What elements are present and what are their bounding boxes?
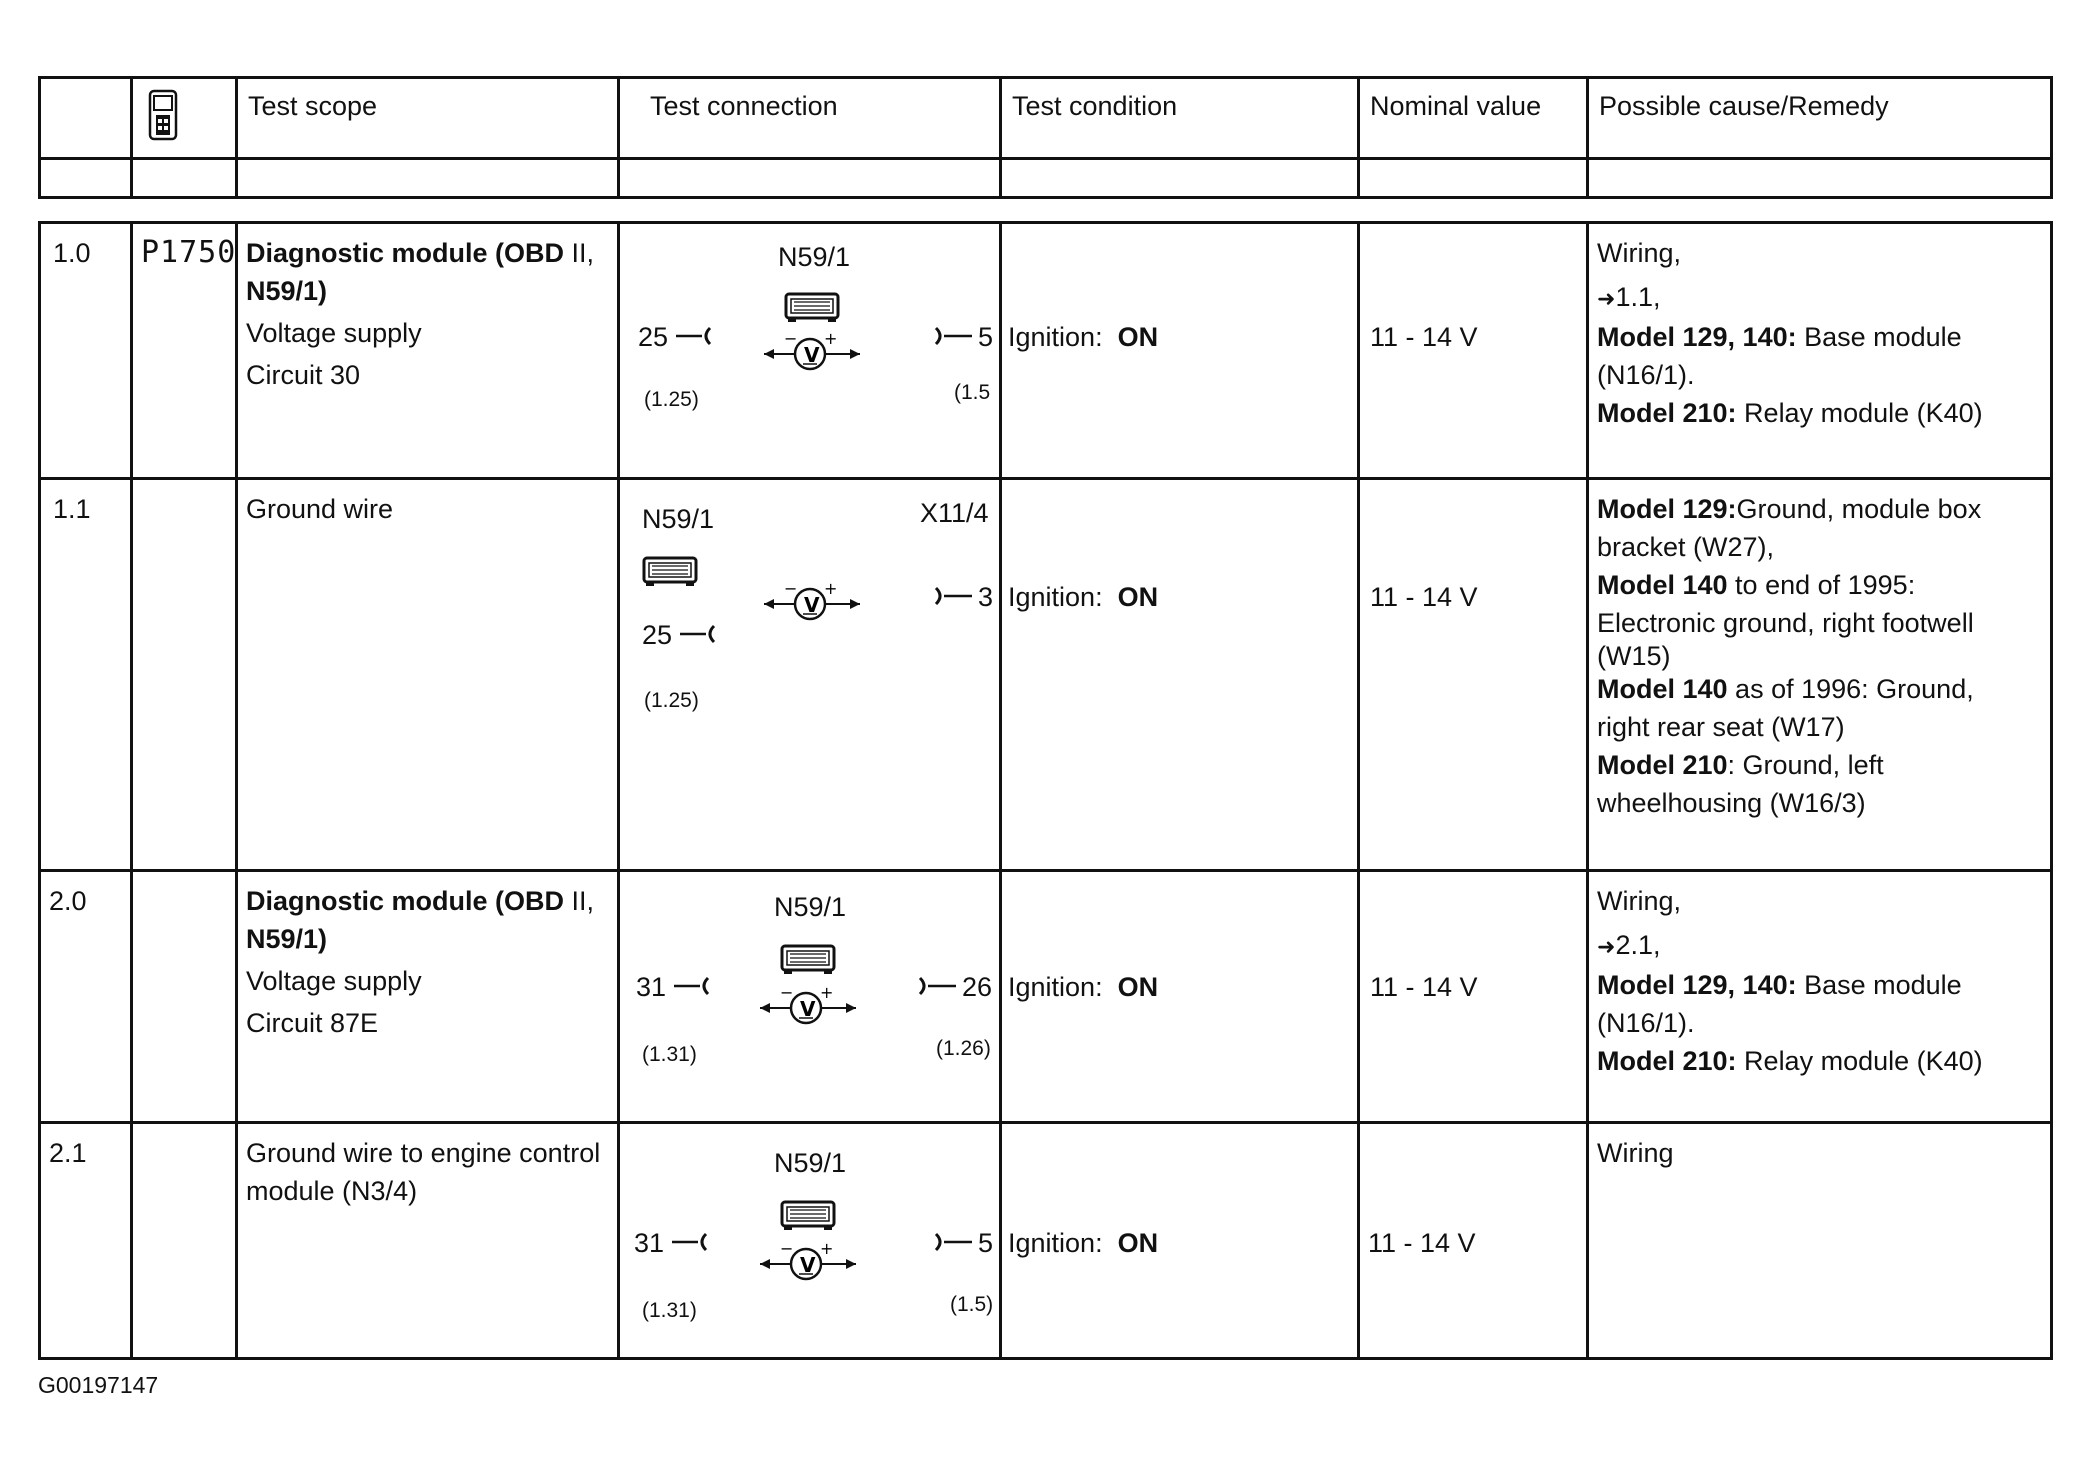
pin-connector-left-icon <box>672 1230 712 1254</box>
right-ref: (1.26) <box>936 1037 991 1060</box>
connector-icon <box>642 556 698 588</box>
arrow-right-icon: ➜ <box>1597 934 1616 959</box>
header-test-condition: Test condition <box>1001 78 1359 159</box>
header-test-connection: Test connection <box>619 78 1001 159</box>
svg-text:−: − <box>780 983 794 1002</box>
svg-text:V: V <box>800 997 816 1021</box>
step-number: 2.0 <box>40 871 132 1123</box>
test-connection <box>619 223 1001 479</box>
svg-text:+: + <box>824 329 838 348</box>
pin-connector-right-icon <box>916 974 956 998</box>
table-row <box>40 479 2052 871</box>
connector-icon <box>780 1200 836 1232</box>
pin-connector-left-icon <box>680 622 720 646</box>
left-ref: (1.25) <box>644 388 699 411</box>
header-nominal-value: Nominal value <box>1359 78 1588 159</box>
test-connection <box>619 479 1001 871</box>
svg-text:V: V <box>800 1253 816 1277</box>
voltmeter-icon <box>760 329 864 372</box>
left-ref: (1.31) <box>642 1043 697 1066</box>
right-pin: 26 <box>962 972 993 1002</box>
header-tester <box>132 78 237 159</box>
nominal-value: 11 - 14 V <box>1359 479 1588 871</box>
right-ref: (1.5) <box>950 1293 994 1316</box>
test-scope: Ground wire to engine control module (N3/4) <box>237 1123 619 1359</box>
right-pin: 5 <box>978 1228 994 1258</box>
right-component-label: X11/4 <box>920 498 989 528</box>
step-number: 1.1 <box>40 479 132 871</box>
fault-code <box>132 479 237 871</box>
arrow-right-icon: ➜ <box>1597 286 1616 311</box>
voltmeter-icon <box>756 983 860 1026</box>
test-condition: Ignition: ON <box>1001 479 1359 871</box>
possible-cause: Model 129:Ground, module box bracket (W27), Model 140 to end of 1995: Electronic ground, right footwell (W15) Model 140 as of 1996: Ground, right rear seat (W17) Model 210: Ground, left wheelhousing (W16/3) <box>1588 479 2052 871</box>
test-connection <box>619 1123 1001 1359</box>
connector-icon <box>780 944 836 976</box>
nominal-value: 11 - 14 V <box>1359 871 1588 1123</box>
step-number: 1.0 <box>40 223 132 479</box>
header-step <box>40 78 132 159</box>
svg-text:+: + <box>820 983 834 1002</box>
svg-text:+: + <box>824 579 838 598</box>
svg-text:−: − <box>780 1239 794 1258</box>
left-pin: 31 <box>634 1228 665 1258</box>
nominal-value: 11 - 14 V <box>1359 1123 1588 1359</box>
svg-text:V: V <box>804 593 820 617</box>
test-scope: Diagnostic module (OBD II, N59/1) Voltage supply Circuit 30 <box>237 223 619 479</box>
test-condition: Ignition: ON <box>1001 223 1359 479</box>
test-condition: Ignition: ON <box>1001 871 1359 1123</box>
table-row <box>40 223 2052 479</box>
header-test-scope: Test scope <box>237 78 619 159</box>
test-scope: Diagnostic module (OBD II, N59/1) Voltage supply Circuit 87E <box>237 871 619 1123</box>
handheld-tester-icon <box>147 89 181 143</box>
left-ref: (1.31) <box>642 1299 697 1322</box>
right-pin: 3 <box>978 582 994 612</box>
fault-code: P1750 <box>132 223 237 479</box>
step-number: 2.1 <box>40 1123 132 1359</box>
left-pin: 25 <box>642 620 673 650</box>
left-pin: 25 <box>638 322 669 352</box>
component-label: N59/1 <box>774 1148 847 1178</box>
pin-connector-left-icon <box>676 324 716 348</box>
svg-text:−: − <box>784 329 798 348</box>
voltmeter-icon <box>756 1239 860 1282</box>
header-possible-cause: Possible cause/Remedy <box>1588 78 2052 159</box>
test-table <box>38 221 2053 1360</box>
possible-cause: Wiring <box>1588 1123 2052 1359</box>
right-pin: 5 <box>978 322 994 352</box>
connector-icon <box>784 292 840 324</box>
svg-text:+: + <box>820 1239 834 1258</box>
fault-code <box>132 1123 237 1359</box>
table-row <box>40 871 2052 1123</box>
right-ref: (1.5 <box>954 381 991 404</box>
component-label: N59/1 <box>774 892 847 922</box>
test-scope: Ground wire <box>237 479 619 871</box>
fault-code <box>132 871 237 1123</box>
component-label: N59/1 <box>642 504 715 534</box>
svg-text:V: V <box>804 343 820 367</box>
nominal-value: 11 - 14 V <box>1359 223 1588 479</box>
header-table <box>38 76 2053 199</box>
figure-id: G00197147 <box>38 1372 159 1398</box>
pin-connector-right-icon <box>932 324 972 348</box>
left-pin: 31 <box>636 972 667 1002</box>
table-row <box>40 1123 2052 1359</box>
svg-text:−: − <box>784 579 798 598</box>
test-connection <box>619 871 1001 1123</box>
possible-cause: Wiring, ➜2.1, Model 129, 140: Base module (N16/1). Model 210: Relay module (K40) <box>1588 871 2052 1123</box>
component-label: N59/1 <box>778 242 851 272</box>
pin-connector-right-icon <box>932 584 972 608</box>
pin-connector-right-icon <box>932 1230 972 1254</box>
pin-connector-left-icon <box>674 974 714 998</box>
voltmeter-icon <box>760 579 864 622</box>
test-condition: Ignition: ON <box>1001 1123 1359 1359</box>
possible-cause: Wiring, ➜1.1, Model 129, 140: Base module (N16/1). Model 210: Relay module (K40) <box>1588 223 2052 479</box>
left-ref: (1.25) <box>644 689 699 712</box>
